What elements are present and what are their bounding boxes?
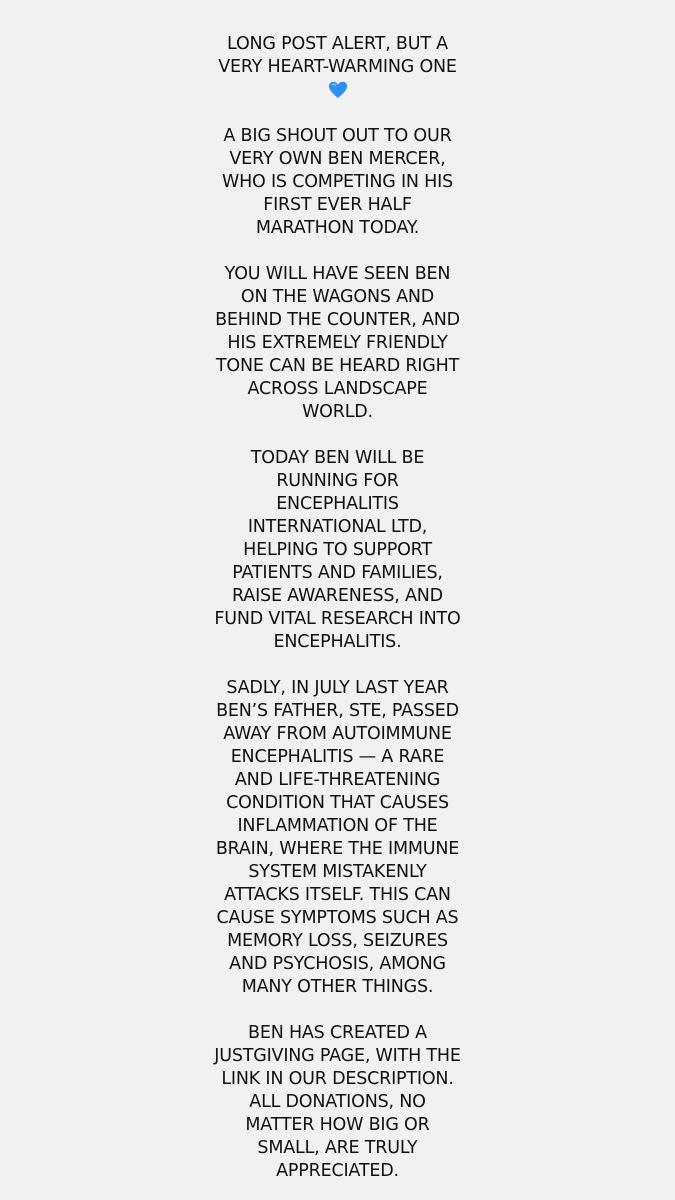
text-line: SMALL, ARE TRULY xyxy=(257,1138,418,1158)
text-line: HELPING TO SUPPORT xyxy=(243,540,432,560)
text-line: FIRST EVER HALF xyxy=(263,195,412,215)
text-line: AWAY FROM AUTOIMMUNE xyxy=(223,724,452,744)
text-line: MEMORY LOSS, SEIZURES xyxy=(227,931,448,951)
paragraph-father xyxy=(0,677,675,999)
text-line: INFLAMMATION OF THE xyxy=(237,816,438,836)
text-line: BEHIND THE COUNTER, AND xyxy=(215,310,460,330)
text-line: TONE CAN BE HEARD RIGHT xyxy=(215,356,460,376)
text-line: YOU WILL HAVE SEEN BEN xyxy=(224,264,451,284)
text-line: ATTACKS ITSELF. THIS CAN xyxy=(224,885,451,905)
text-line: BRAIN, WHERE THE IMMUNE xyxy=(215,839,460,859)
text-line: JUSTGIVING PAGE, WITH THE xyxy=(214,1046,461,1066)
text-line: WHO IS COMPETING IN HIS xyxy=(221,172,454,192)
text-line: HIS EXTREMELY FRIENDLY xyxy=(227,333,448,353)
text-line: PATIENTS AND FAMILIES, xyxy=(232,563,443,583)
text-line: TODAY BEN WILL BE xyxy=(250,448,425,468)
text-line: LINK IN OUR DESCRIPTION. xyxy=(221,1069,454,1089)
text-line: ENCEPHALITIS. xyxy=(273,632,402,652)
paragraph-about-ben xyxy=(0,263,675,424)
text-line: INTERNATIONAL LTD, xyxy=(247,517,428,537)
paragraph-charity xyxy=(0,447,675,654)
text-line: ALL DONATIONS, NO xyxy=(249,1092,426,1112)
text-line: ACROSS LANDSCAPE xyxy=(247,379,428,399)
text-line: AND PSYCHOSIS, AMONG xyxy=(229,954,446,974)
text-line: APPRECIATED. xyxy=(276,1161,399,1181)
text-line: LONG POST ALERT, BUT A xyxy=(227,34,448,54)
text-line: BEN’S FATHER, STE, PASSED xyxy=(216,701,459,721)
text-line: VERY OWN BEN MERCER, xyxy=(229,149,446,169)
text-line: RUNNING FOR xyxy=(276,471,399,491)
text-line: ENCEPHALITIS xyxy=(276,494,399,514)
text-line: ENCEPHALITIS — A RARE xyxy=(230,747,445,767)
paragraph-shout-out xyxy=(0,125,675,240)
text-line: BEN HAS CREATED A xyxy=(248,1023,427,1043)
text-line: SYSTEM MISTAKENLY xyxy=(248,862,427,882)
paragraph-intro xyxy=(0,33,675,102)
text-line: MARATHON TODAY. xyxy=(255,218,420,238)
text-line: ON THE WAGONS AND xyxy=(240,287,435,307)
text-line: VERY HEART-WARMING ONE xyxy=(218,57,457,77)
blue-heart-icon xyxy=(328,81,348,99)
text-line: FUND VITAL RESEARCH INTO xyxy=(214,609,461,629)
text-line: WORLD. xyxy=(302,402,373,422)
text-line: AND LIFE-THREATENING xyxy=(234,770,441,790)
paragraph-justgiving xyxy=(0,1022,675,1183)
text-line: CAUSE SYMPTOMS SUCH AS xyxy=(216,908,459,928)
text-line: SADLY, IN JULY LAST YEAR xyxy=(226,678,449,698)
text-line: A BIG SHOUT OUT TO OUR xyxy=(223,126,452,146)
text-line: RAISE AWARENESS, AND xyxy=(232,586,443,606)
text-line: CONDITION THAT CAUSES xyxy=(226,793,449,813)
text-line: MANY OTHER THINGS. xyxy=(241,977,434,997)
text-line: MATTER HOW BIG OR xyxy=(245,1115,430,1135)
emoji-line xyxy=(0,79,675,102)
